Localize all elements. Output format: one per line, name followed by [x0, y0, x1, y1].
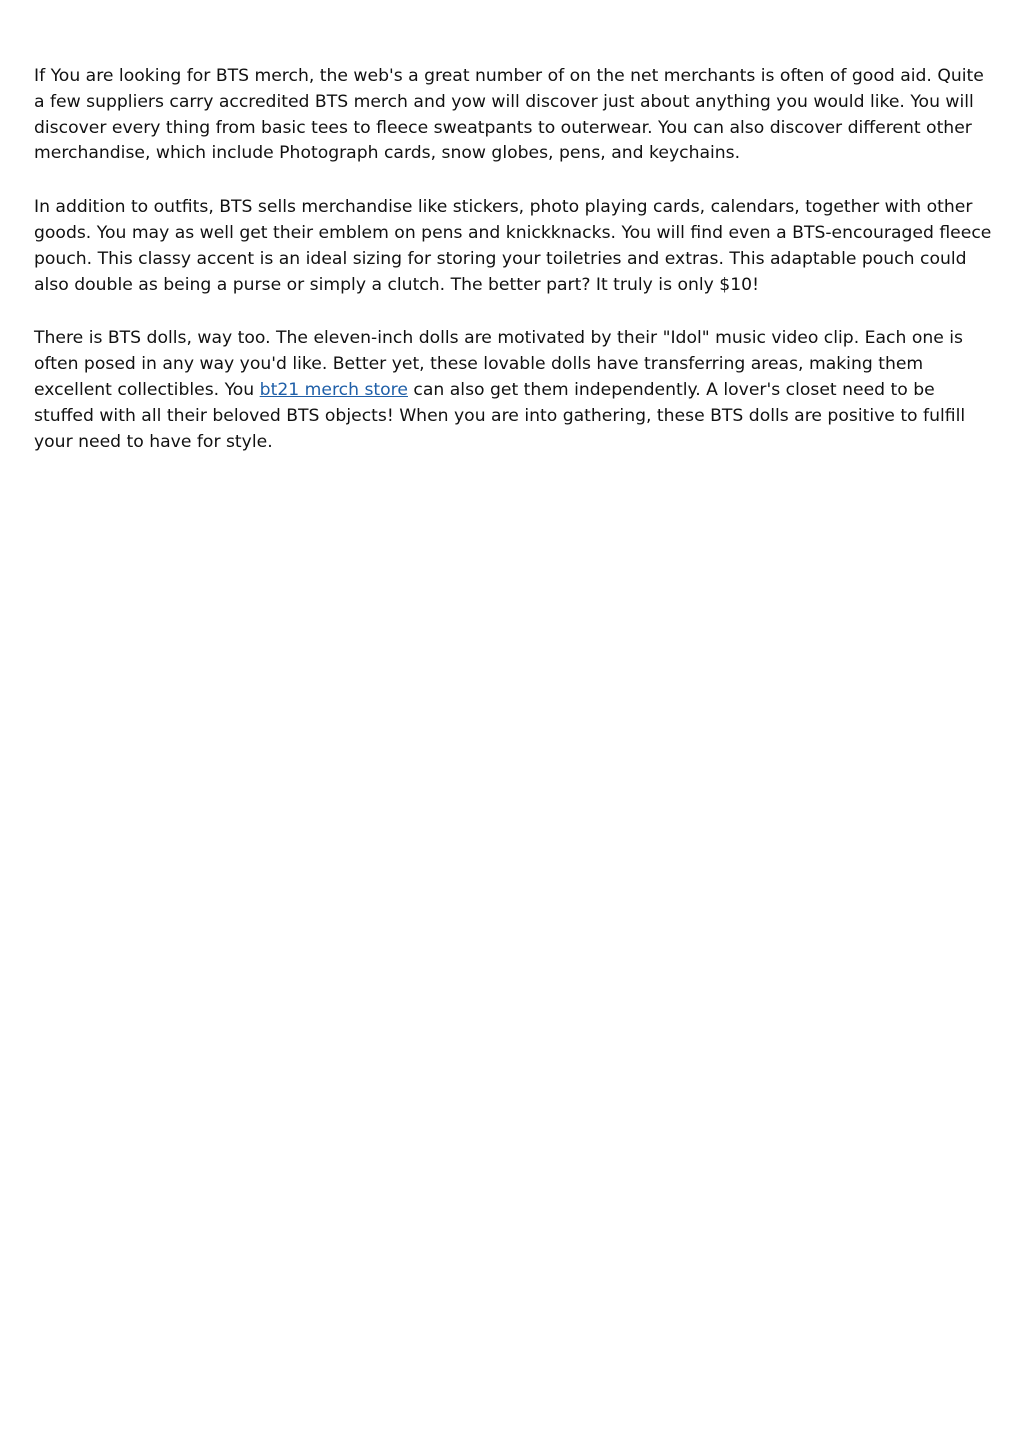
paragraph-bts-dolls [34, 326, 994, 455]
paragraph-bts-merch-intro: If You are looking for BTS merch, the web's a great number of on the net merchants is often of good aid. Quite a few suppliers carry accredited BTS merch and yow will discover just about anything you would like. You will discover every thing from basic tees to fleece sweatpants to outerwear. You can also discover different other merchandise, which include Photograph cards, snow globes, pens, and keychains. [34, 66, 984, 164]
paragraph-text-after-link: can also get them independently. A lover's closet need to be stuffed with all their beloved BTS objects! When you are into gathering, these BTS dolls are positive to fulfill your need to have for style. [34, 379, 966, 452]
document-page [34, 64, 994, 483]
bt21-merch-store-link[interactable]: bt21 merch store [259, 379, 408, 400]
paragraph-bts-merchandise: In addition to outfits, BTS sells merchandise like stickers, photo playing cards, calendars, together with other goods. You may as well get their emblem on pens and knickknacks. You will find even a BTS-encouraged fleece pouch. This classy accent is an ideal sizing for storing your toiletries and extras. This adaptable pouch could also double as being a purse or simply a clutch. The better part? It truly is only $10! [34, 197, 992, 295]
paragraph-text-before-link: There is BTS dolls, way too. The eleven-inch dolls are motivated by their "Idol" music video clip. Each one is often posed in any way you'd like. Better yet, these lovable dolls have transferring areas, making them excellent collectibles. You [34, 328, 964, 400]
